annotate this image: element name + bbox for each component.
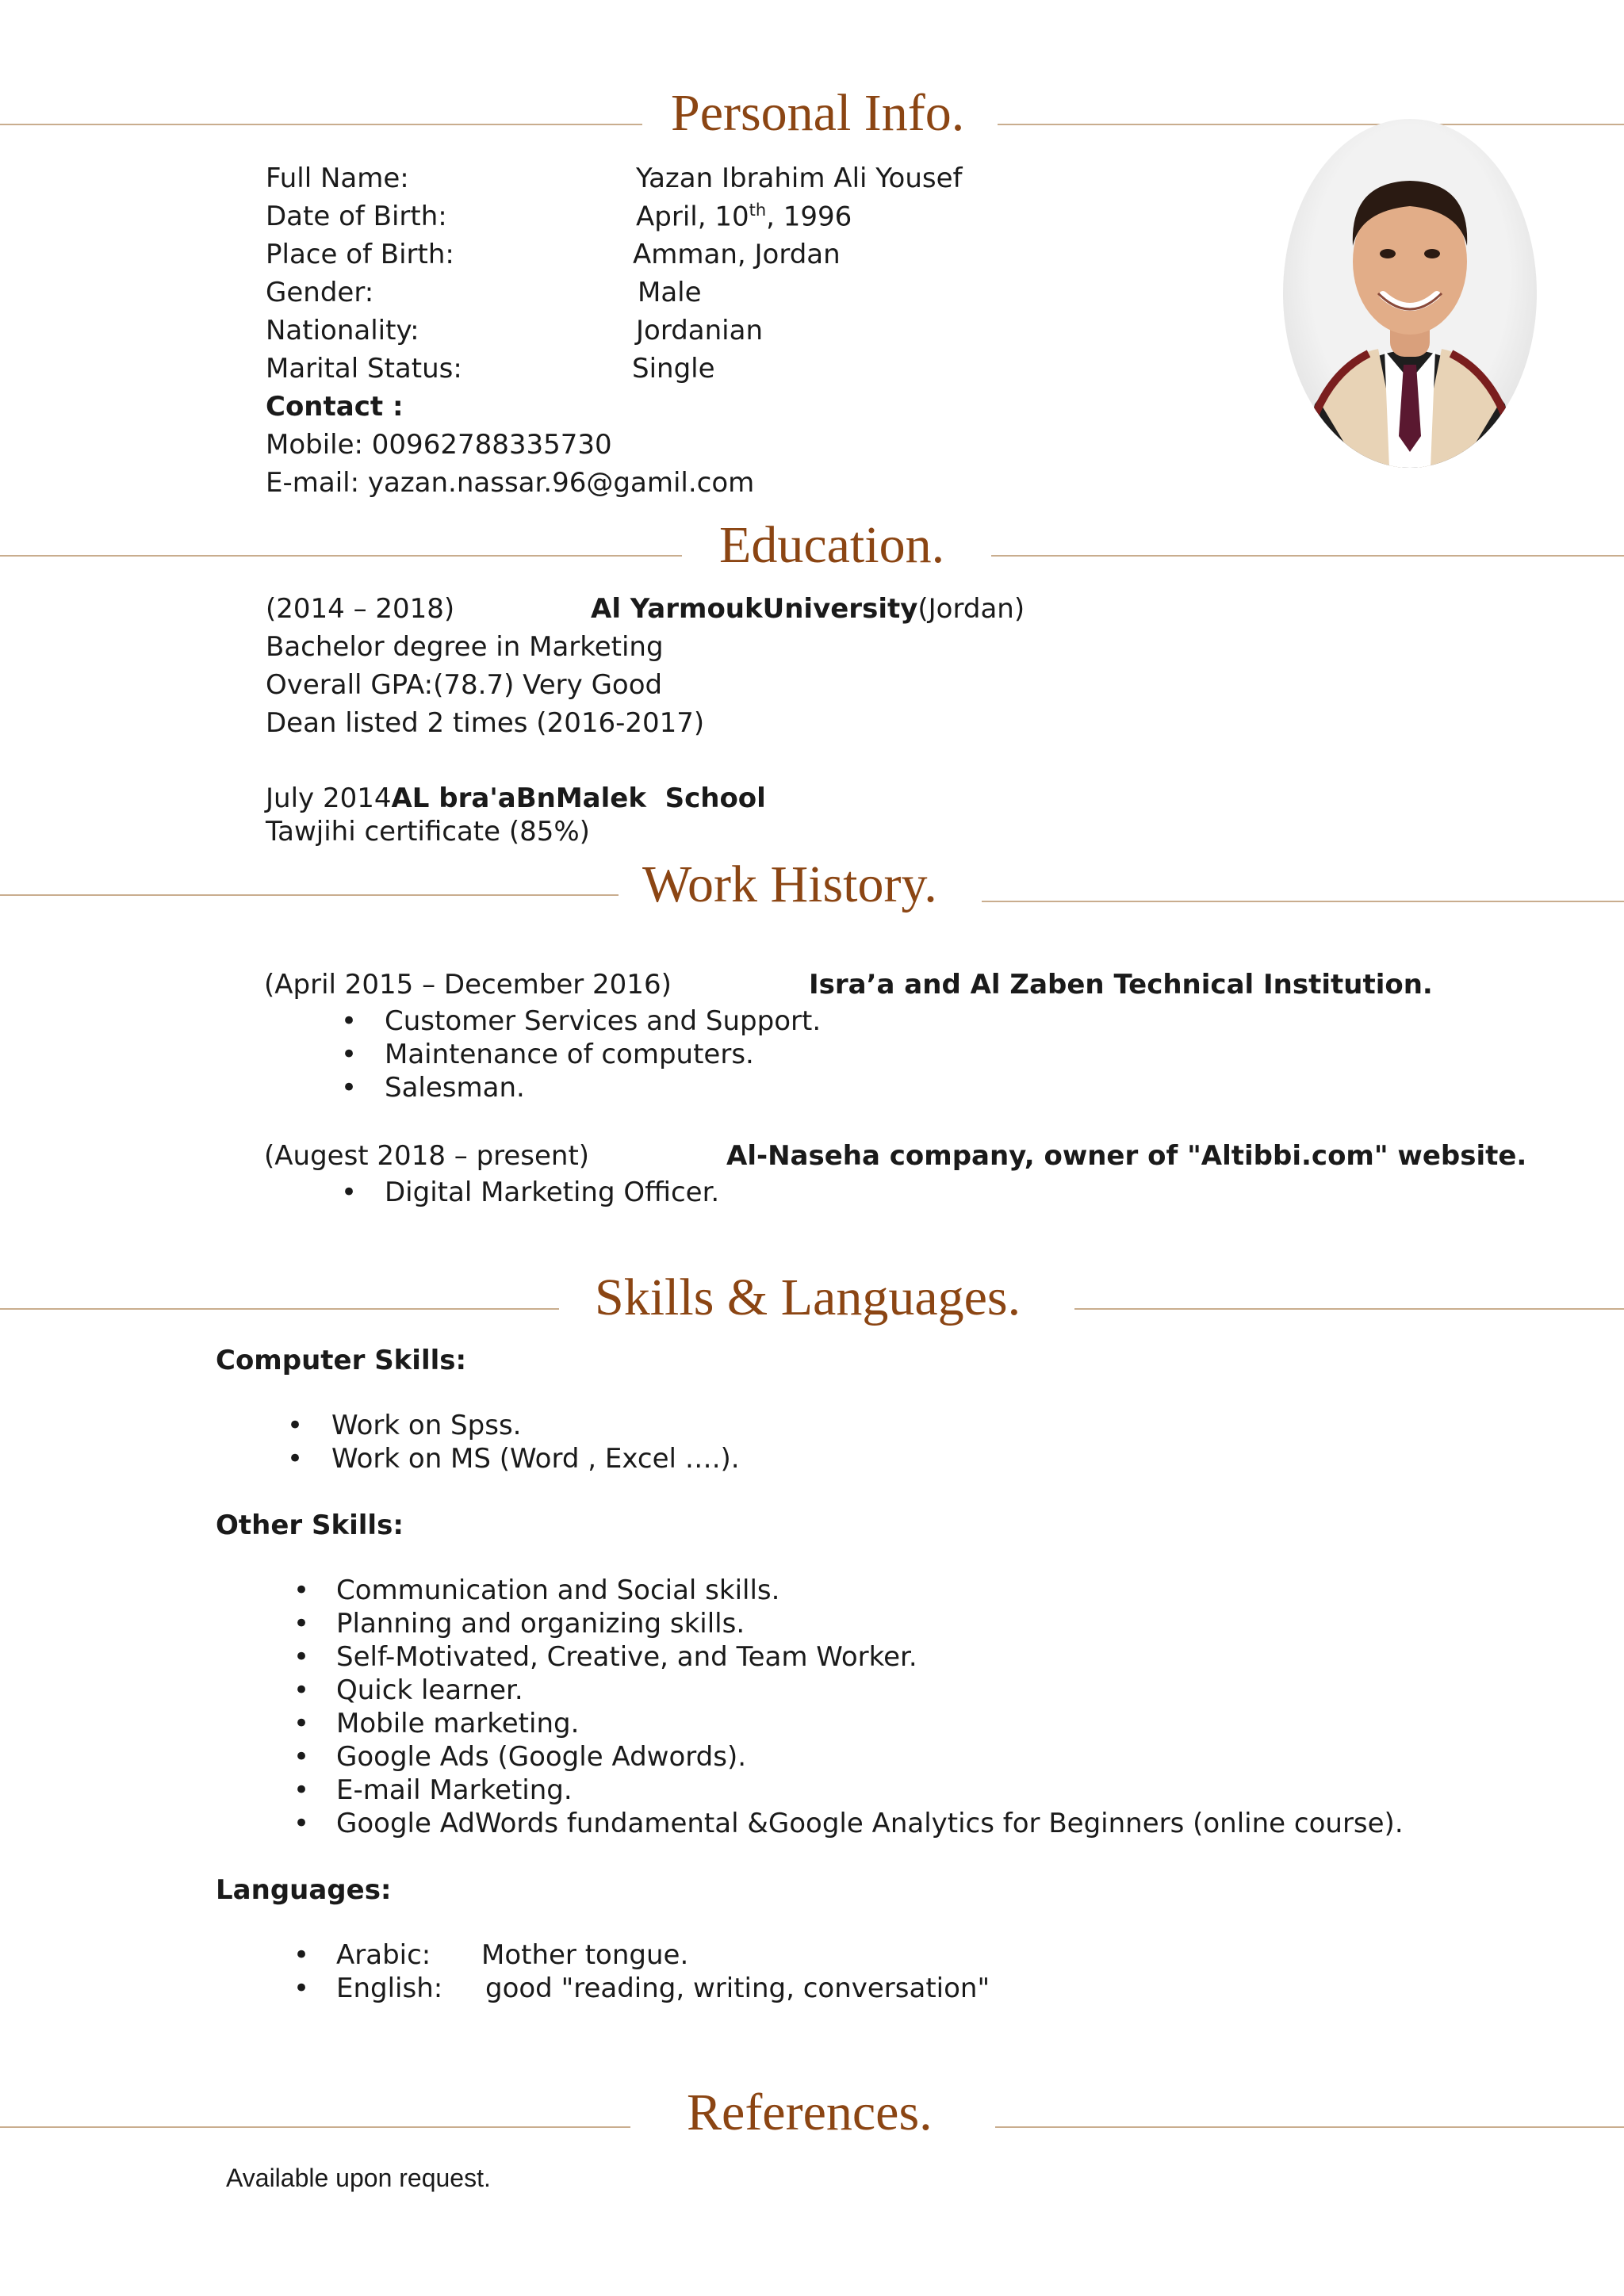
full-name-label: Full Name:	[266, 163, 409, 194]
bullet: •	[293, 1774, 310, 1806]
other-skills-label: Other Skills:	[216, 1510, 404, 1541]
gender-label: Gender:	[266, 277, 374, 308]
bullet: •	[341, 1039, 358, 1070]
school-date: July 2014	[266, 783, 392, 814]
other-skill: Google Ads (Google Adwords).	[336, 1741, 747, 1773]
contact-label: Contact :	[266, 391, 404, 423]
job1-duty: Customer Services and Support.	[385, 1005, 822, 1037]
bullet: •	[293, 1808, 310, 1839]
university-years: (2014 – 2018)	[266, 593, 455, 625]
degree: Bachelor degree in Marketing	[266, 631, 664, 663]
dob-post: , 1996	[766, 201, 852, 233]
bullet: •	[293, 1741, 310, 1773]
dob-pre: April, 10	[636, 201, 749, 233]
full-name-value: Yazan Ibrahim Ali Yousef	[636, 163, 963, 194]
bullet: •	[293, 1939, 310, 1971]
section-rule	[0, 124, 642, 125]
nationality-value: Jordanian	[636, 315, 764, 346]
bullet: •	[341, 1177, 358, 1208]
pob-value: Amman, Jordan	[633, 239, 841, 270]
section-rule	[0, 894, 619, 896]
other-skill: Quick learner.	[336, 1674, 523, 1706]
work-history-heading: Work History.	[642, 855, 937, 913]
bullet: •	[293, 1708, 310, 1739]
bullet: •	[341, 1005, 358, 1037]
gpa: Overall GPA:(78.7) Very Good	[266, 669, 663, 701]
tawjihi: Tawjihi certificate (85%)	[266, 816, 590, 848]
marital-value: Single	[632, 353, 715, 385]
language-english-label: English:	[336, 1973, 443, 2004]
school-line	[266, 783, 766, 815]
section-rule	[991, 555, 1624, 557]
pob-label: Place of Birth:	[266, 239, 454, 270]
dob-value	[636, 201, 852, 233]
university-country: (Jordan)	[917, 593, 1025, 625]
language-arabic-level: Mother tongue.	[481, 1939, 689, 1971]
other-skill: Mobile marketing.	[336, 1708, 580, 1739]
other-skill: Planning and organizing skills.	[336, 1608, 745, 1640]
bullet: •	[287, 1443, 304, 1475]
education-heading: Education.	[719, 516, 945, 574]
email: E-mail: yazan.nassar.96@gamil.com	[266, 467, 755, 499]
nationality-label: Nationality:	[266, 315, 419, 346]
personal-info-heading: Personal Info.	[671, 84, 965, 142]
job1-company: Isra’a and Al Zaben Technical Institution.	[809, 969, 1433, 1001]
mobile: Mobile: 00962788335730	[266, 429, 612, 461]
section-rule	[995, 2126, 1624, 2128]
language-arabic-label: Arabic:	[336, 1939, 431, 1971]
job1-duty: Maintenance of computers.	[385, 1039, 754, 1070]
university-line	[591, 593, 1025, 626]
language-english-level: good "reading, writing, conversation"	[485, 1973, 990, 2004]
section-rule	[0, 2126, 630, 2128]
dob-label: Date of Birth:	[266, 201, 447, 232]
bullet: •	[341, 1072, 358, 1104]
university-name: Al YarmoukUniversity	[591, 593, 918, 625]
bullet: •	[293, 1674, 310, 1706]
gender-value: Male	[638, 277, 702, 308]
other-skill: Google AdWords fundamental &Google Analytics for Beginners (online course).	[336, 1808, 1404, 1839]
bullet: •	[293, 1973, 310, 2004]
section-rule	[1074, 1308, 1624, 1310]
profile-photo	[1283, 119, 1537, 468]
bullet: •	[293, 1641, 310, 1673]
bullet: •	[293, 1575, 310, 1606]
job2-period: (Augest 2018 – present)	[264, 1140, 590, 1172]
dean-list: Dean listed 2 times (2016-2017)	[266, 707, 705, 739]
job2-duty: Digital Marketing Officer.	[385, 1177, 720, 1208]
references-heading: References.	[687, 2084, 933, 2141]
references-note: Available upon request.	[226, 2164, 491, 2192]
job1-duty: Salesman.	[385, 1072, 525, 1104]
section-rule	[998, 124, 1624, 125]
bullet: •	[287, 1410, 304, 1441]
job1-period: (April 2015 – December 2016)	[264, 969, 672, 1001]
section-rule	[982, 901, 1624, 902]
computer-skill: Work on Spss.	[331, 1410, 522, 1441]
school-name: AL bra'aBnMalek School	[391, 783, 766, 814]
portrait-illustration	[1283, 119, 1537, 468]
marital-label: Marital Status:	[266, 353, 462, 385]
other-skill: E-mail Marketing.	[336, 1774, 573, 1806]
bullet: •	[293, 1608, 310, 1640]
dob-suffix: th	[749, 201, 767, 220]
languages-label: Languages:	[216, 1874, 392, 1906]
computer-skills-label: Computer Skills:	[216, 1345, 467, 1376]
other-skill: Communication and Social skills.	[336, 1575, 780, 1606]
section-rule	[0, 1308, 559, 1310]
skills-languages-heading: Skills & Languages.	[595, 1269, 1021, 1326]
section-rule	[0, 555, 682, 557]
other-skill: Self-Motivated, Creative, and Team Worker.	[336, 1641, 917, 1673]
job2-company: Al-Naseha company, owner of "Altibbi.com" website.	[726, 1140, 1527, 1172]
computer-skill: Work on MS (Word , Excel ….).	[331, 1443, 740, 1475]
